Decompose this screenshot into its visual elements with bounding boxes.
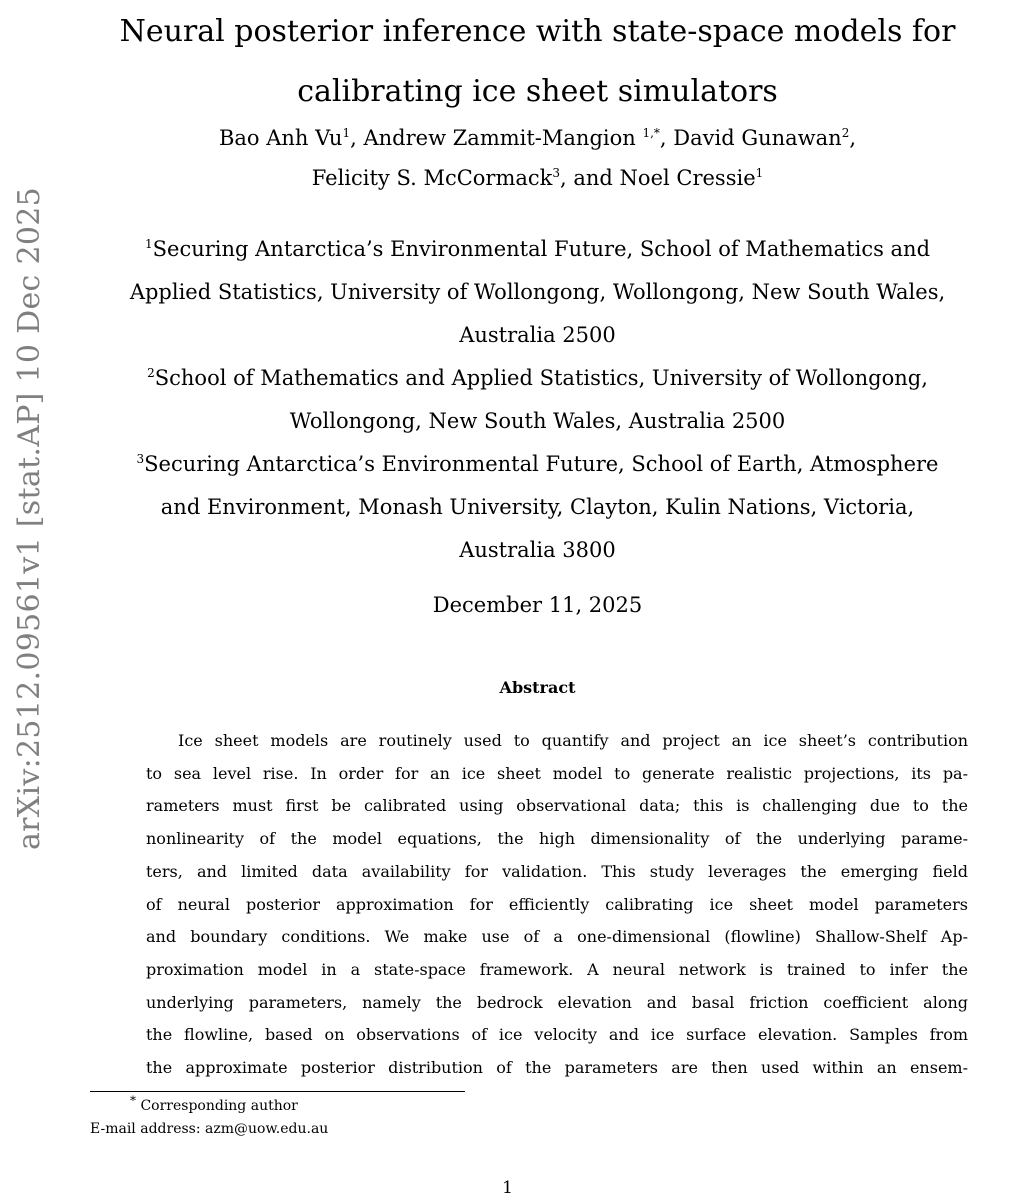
author-name: Bao Anh Vu <box>218 126 343 150</box>
affiliation-line <box>60 228 1015 271</box>
abstract-body <box>146 725 968 1085</box>
footnote-rule <box>90 1091 465 1092</box>
abstract-line: and boundary conditions. We make use of a one-dimensional (flowline) Shallow-Shelf Ap- <box>146 927 968 947</box>
affiliation-line: Wollongong, New South Wales, Australia 2500 <box>289 409 786 433</box>
title-line-1: Neural posterior inference with state-space models for <box>119 14 956 49</box>
paper-title <box>60 2 1015 122</box>
author-line-2 <box>60 158 1015 198</box>
page-number: 1 <box>502 1178 513 1198</box>
author-separator: , <box>659 126 674 150</box>
author-affil-mark: 1 <box>342 126 351 140</box>
author-separator: , <box>560 166 574 190</box>
affiliation-mark: 2 <box>147 366 155 380</box>
author-line-1 <box>60 118 1015 158</box>
abstract-line: to sea level rise. In order for an ice sheet model to generate realistic projections, its pa- <box>146 763 968 783</box>
author-affil-mark: 1 <box>755 166 764 180</box>
affiliation-mark: 1 <box>144 237 153 251</box>
abstract-line: the flowline, based on observations of ice velocity and ice surface elevation. Samples from <box>146 1025 968 1045</box>
arxiv-sidebar <box>0 168 60 868</box>
abstract-line: ters, and limited data availability for validation. This study leverages the emerging field <box>146 861 968 881</box>
affiliation-mark: 3 <box>136 452 145 466</box>
title-line-2: calibrating ice sheet simulators <box>297 74 778 109</box>
affiliation-line: Applied Statistics, University of Wollongong, Wollongong, New South Wales, <box>129 280 946 304</box>
author-separator: , <box>849 126 857 150</box>
affiliation-line: and Environment, Monash University, Clayton, Kulin Nations, Victoria, <box>160 495 915 519</box>
affiliation-line <box>60 357 1015 400</box>
footnote-mark: * <box>130 1093 136 1108</box>
email-note[interactable]: E-mail address: azm@uow.edu.au <box>90 1121 329 1137</box>
author-list <box>60 118 1015 198</box>
affiliation-list <box>60 228 1015 572</box>
abstract-line: nonlinearity of the model equations, the high dimensionality of the underlying parame- <box>146 829 968 849</box>
corresponding-author-note <box>90 1095 328 1118</box>
author-name: and Noel Cressie <box>573 166 756 190</box>
paper-date: December 11, 2025 <box>432 593 643 617</box>
author-name: David Gunawan <box>673 126 842 150</box>
affiliation-text: Securing Antarctica’s Environmental Future, School of Mathematics and <box>152 237 931 261</box>
affiliation-line <box>60 443 1015 486</box>
affiliation-text: Securing Antarctica’s Environmental Future, School of Earth, Atmosphere <box>144 452 939 476</box>
arxiv-identifier[interactable]: arXiv:2512.09561v1 [stat.AP] 10 Dec 2025 <box>12 186 48 850</box>
author-affil-mark: 3 <box>552 166 561 180</box>
author-name: Andrew Zammit-Mangion <box>363 126 643 150</box>
affiliation-2 <box>60 357 1015 443</box>
author-separator: , <box>350 126 364 150</box>
abstract-line: rameters must first be calibrated using observational data; this is challenging due to the <box>146 796 968 816</box>
affiliation-text: School of Mathematics and Applied Statistics, University of Wollongong, <box>154 366 928 390</box>
affiliation-3 <box>60 443 1015 572</box>
abstract-line: of neural posterior approximation for efficiently calibrating ice sheet model parameters <box>146 894 968 914</box>
abstract-line: the approximate posterior distribution of the parameters are then used within an ensem- <box>146 1058 968 1078</box>
abstract-line: underlying parameters, namely the bedrock elevation and basal friction coefficient along <box>146 992 968 1012</box>
author-affil-mark: 2 <box>841 126 850 140</box>
abstract-line: Ice sheet models are routinely used to quantify and project an ice sheet’s contribution <box>178 731 968 750</box>
footnotes <box>90 1095 328 1141</box>
affiliation-line: Australia 2500 <box>459 323 616 347</box>
abstract-line: proximation model in a state-space framework. A neural network is trained to infer the <box>146 959 968 979</box>
abstract-heading: Abstract <box>499 678 576 697</box>
affiliation-1 <box>60 228 1015 357</box>
affiliation-line: Australia 3800 <box>459 538 616 562</box>
author-affil-mark: 1,* <box>642 126 660 140</box>
footnote-text: Corresponding author <box>136 1098 298 1114</box>
author-name: Felicity S. McCormack <box>311 166 553 190</box>
